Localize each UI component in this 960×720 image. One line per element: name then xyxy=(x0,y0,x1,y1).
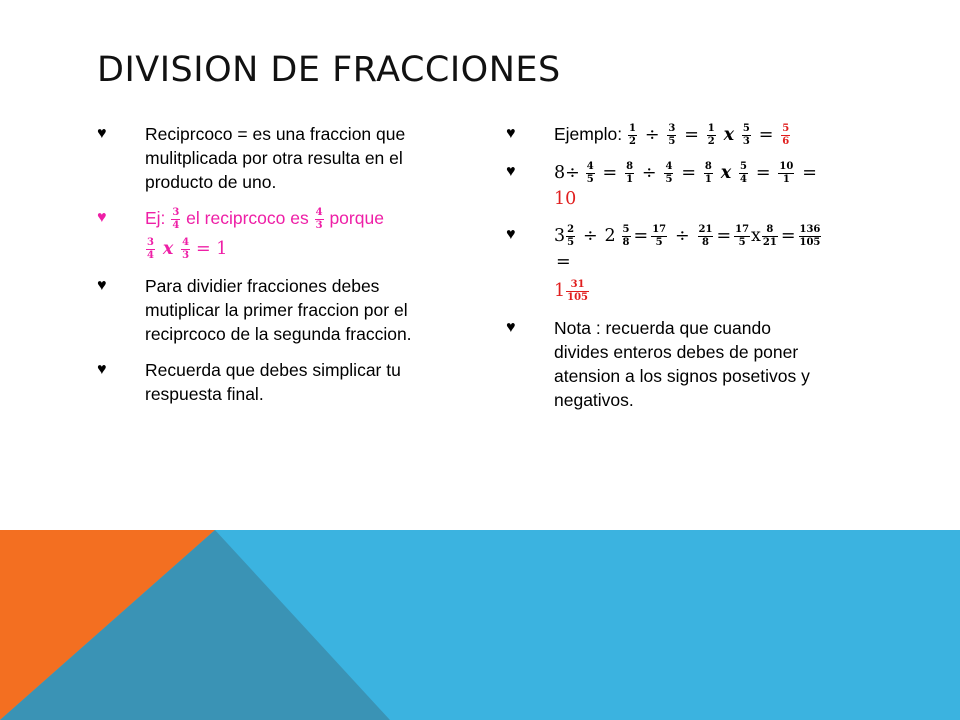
heart-bullet-icon: ♥ xyxy=(97,125,107,142)
fraction: $\frac{5}{3}$ xyxy=(742,122,750,147)
equals-symbol: = xyxy=(556,251,571,272)
instruction-text: Para dividier fracciones debes mutiplicar la primer fraccion por el reciprcoco de la segunda fraccion. xyxy=(145,275,412,344)
example-equation xyxy=(145,236,427,262)
list-item xyxy=(506,122,826,148)
divide-symbol: ÷ xyxy=(644,125,660,145)
example-start: 8÷ xyxy=(554,162,580,183)
decorative-bottom-band xyxy=(0,530,960,720)
note-text: Nota : recuerda que cuando divides enteros debes de poner atension a los signos posetivos y negativos. xyxy=(554,317,810,410)
example-text: el reciprcoco es xyxy=(186,208,309,228)
slide-title: DIVISION DE FRACCIONES xyxy=(97,50,561,90)
example-line xyxy=(554,223,826,274)
equals-symbol: = xyxy=(633,225,649,246)
heart-bullet-icon: ♥ xyxy=(97,209,107,226)
multiply-symbol: x xyxy=(751,225,761,246)
fraction: $\frac{31}{105}$ xyxy=(567,278,589,303)
divide-symbol: ÷ xyxy=(674,225,690,246)
equals-symbol: = xyxy=(602,162,618,183)
equals-symbol: = xyxy=(802,162,817,183)
list-item xyxy=(506,223,826,304)
fraction: $\frac{2}{5}$ xyxy=(567,223,575,248)
divide-symbol: ÷ xyxy=(641,162,657,183)
divide-symbol: ÷ xyxy=(582,225,598,246)
fraction: $\frac{5}{8}$ xyxy=(622,223,630,248)
fraction: $\frac{3}{5}$ xyxy=(668,122,676,147)
multiply-symbol: 𝒙 xyxy=(723,125,735,145)
heart-bullet-icon: ♥ xyxy=(506,125,516,142)
whole-number: 2 xyxy=(604,225,616,246)
fraction: $\frac{17}{5}$ xyxy=(735,223,750,248)
fraction: $\frac{8}{21}$ xyxy=(762,223,777,248)
heart-bullet-icon: ♥ xyxy=(506,162,516,180)
fraction: $\frac{8}{1}$ xyxy=(626,160,634,185)
list-item xyxy=(506,316,826,412)
fraction: $\frac{4}{3}$ xyxy=(182,236,190,261)
example-label: Ej: xyxy=(145,208,166,228)
fraction: $\frac{17}{5}$ xyxy=(652,223,667,248)
equals-symbol: = xyxy=(780,225,796,246)
example-line xyxy=(145,206,427,232)
fraction: $\frac{4}{5}$ xyxy=(665,160,673,185)
left-column xyxy=(97,122,427,418)
heart-bullet-icon: ♥ xyxy=(506,225,516,243)
equals-symbol: = xyxy=(755,162,771,183)
equation-result: = 1 xyxy=(196,238,228,259)
list-item xyxy=(506,160,826,211)
heart-bullet-icon: ♥ xyxy=(97,360,107,378)
multiply-symbol: 𝒙 xyxy=(162,238,174,259)
example-text: porque xyxy=(329,208,384,228)
fraction: $\frac{4}{3}$ xyxy=(315,206,323,231)
list-item xyxy=(97,274,427,346)
list-item xyxy=(97,206,427,262)
list-item xyxy=(97,358,427,406)
reminder-text: Recuerda que debes simplicar tu respuesta final. xyxy=(145,359,401,404)
fraction: $\frac{4}{5}$ xyxy=(586,160,594,185)
mixed-result xyxy=(554,278,826,304)
equals-symbol: = xyxy=(716,225,732,246)
fraction: $\frac{5}{4}$ xyxy=(740,160,747,185)
example-label: Ejemplo: xyxy=(554,124,623,144)
list-item xyxy=(97,122,427,194)
fraction: $\frac{10}{1}$ xyxy=(779,160,794,185)
fraction: $\frac{8}{1}$ xyxy=(704,160,712,185)
whole-number: 3 xyxy=(554,225,566,246)
equals-symbol: = xyxy=(684,125,699,145)
fraction: $\frac{1}{2}$ xyxy=(628,122,636,147)
equals-symbol: = xyxy=(681,162,696,183)
right-column xyxy=(506,122,826,424)
fraction: $\frac{1}{2}$ xyxy=(707,122,715,147)
result-value: 10 xyxy=(554,188,577,209)
whole-number: 1 xyxy=(554,280,566,301)
fraction: $\frac{3}{4}$ xyxy=(147,236,154,261)
equals-symbol: = xyxy=(758,125,774,145)
heart-bullet-icon: ♥ xyxy=(506,318,516,336)
definition-text: Reciprcoco = es una fraccion que mulitplicada por otra resulta en el producto de uno. xyxy=(145,124,406,192)
multiply-symbol: 𝒙 xyxy=(720,162,732,183)
heart-bullet-icon: ♥ xyxy=(97,276,107,294)
fraction: $\frac{136}{105}$ xyxy=(799,223,821,248)
fraction: $\frac{3}{4}$ xyxy=(172,206,180,231)
fraction: $\frac{21}{8}$ xyxy=(698,223,713,248)
fraction-result: $\frac{5}{6}$ xyxy=(782,122,790,147)
